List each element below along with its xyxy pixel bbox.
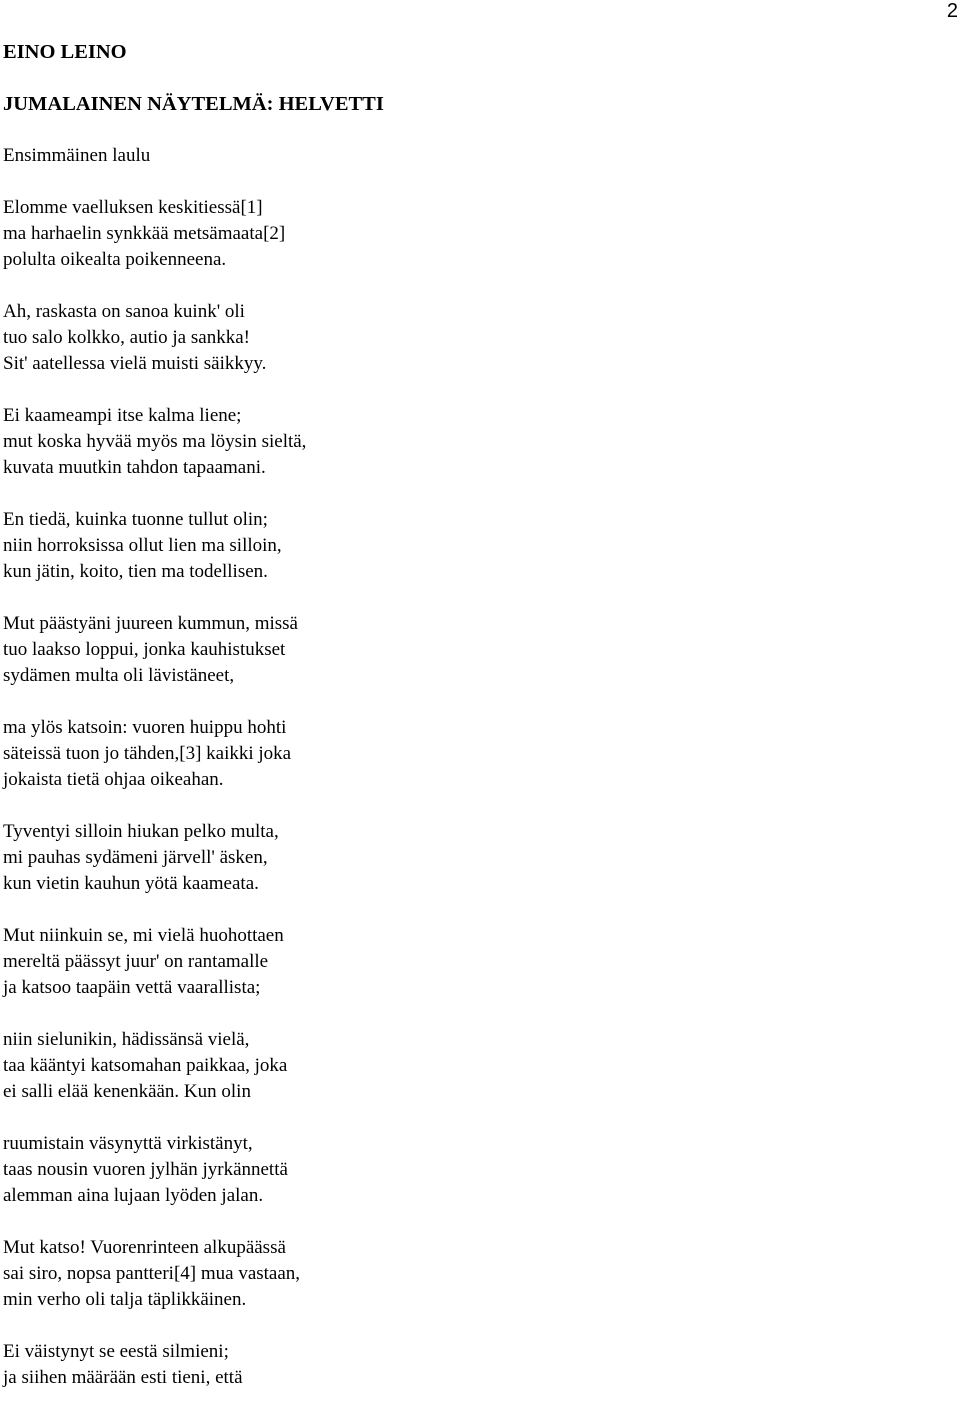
page-number: 2 bbox=[946, 0, 958, 22]
verse-line: ei salli elää kenenkään. Kun olin bbox=[3, 1081, 251, 1102]
verse-line: niin horroksissa ollut lien ma silloin, bbox=[3, 535, 282, 556]
verse-line: sydämen multa oli lävistäneet, bbox=[3, 665, 235, 686]
verse-line: kun jätin, koito, tien ma todellisen. bbox=[3, 561, 268, 582]
verse-line: tuo salo kolkko, autio ja sankka! bbox=[3, 327, 250, 348]
verse-line: Tyventyi silloin hiukan pelko multa, bbox=[3, 821, 279, 842]
stanza bbox=[3, 715, 903, 793]
stanza bbox=[3, 195, 903, 273]
verse-line: Ei väistynyt se eestä silmieni; bbox=[3, 1341, 229, 1362]
verse-line: kun vietin kauhun yötä kaameata. bbox=[3, 873, 259, 894]
stanza bbox=[3, 403, 903, 481]
stanza bbox=[3, 923, 903, 1001]
verse-line: min verho oli talja täplikkäinen. bbox=[3, 1289, 247, 1310]
poem-document bbox=[3, 39, 903, 1417]
stanza bbox=[3, 507, 903, 585]
verse-line: mi pauhas sydämeni järvell' äsken, bbox=[3, 847, 268, 868]
verse-line: kuvata muutkin tahdon tapaamani. bbox=[3, 457, 266, 478]
verse-line: ruumistain väsynyttä virkistänyt, bbox=[3, 1133, 253, 1154]
verse-line: jokaista tietä ohjaa oikeahan. bbox=[3, 769, 224, 790]
verse-line: säteissä tuon jo tähden,[3] kaikki joka bbox=[3, 743, 292, 764]
canto-heading: Ensimmäinen laulu bbox=[3, 145, 151, 166]
verse-line: Ah, raskasta on sanoa kuink' oli bbox=[3, 301, 245, 322]
verse-line: ja katsoo taapäin vettä vaarallista; bbox=[3, 977, 261, 998]
verse-line: tuo laakso loppui, jonka kauhistukset bbox=[3, 639, 286, 660]
verse-line: taa kääntyi katsomahan paikkaa, joka bbox=[3, 1055, 288, 1076]
verse-line: Elomme vaelluksen keskitiessä[1] bbox=[3, 197, 263, 218]
verse-line: Ei kaameampi itse kalma liene; bbox=[3, 405, 242, 426]
verse-line: Mut katso! Vuorenrinteen alkupäässä bbox=[3, 1237, 286, 1258]
verse-line: sai siro, nopsa pantteri[4] mua vastaan, bbox=[3, 1263, 301, 1284]
verse-line: Sit' aatellessa vielä muisti säikkyy. bbox=[3, 353, 267, 374]
verse-line: taas nousin vuoren jylhän jyrkännettä bbox=[3, 1159, 288, 1180]
verse-line: alemman aina lujaan lyöden jalan. bbox=[3, 1185, 264, 1206]
verse-line: ma ylös katsoin: vuoren huippu hohti bbox=[3, 717, 287, 738]
verse-line: En tiedä, kuinka tuonne tullut olin; bbox=[3, 509, 268, 530]
author-name: EINO LEINO bbox=[3, 41, 127, 63]
verse-line: Mut niinkuin se, mi vielä huohottaen bbox=[3, 925, 284, 946]
stanza bbox=[3, 299, 903, 377]
verse-line: polulta oikealta poikenneena. bbox=[3, 249, 227, 270]
verse-line: mereltä päässyt juur' on rantamalle bbox=[3, 951, 269, 972]
stanza-list bbox=[3, 195, 903, 1391]
verse-line: niin sielunikin, hädissänsä vielä, bbox=[3, 1029, 250, 1050]
stanza bbox=[3, 1235, 903, 1313]
verse-line: mut koska hyvää myös ma löysin sieltä, bbox=[3, 431, 307, 452]
verse-line: ma harhaelin synkkää metsämaata[2] bbox=[3, 223, 286, 244]
work-title: JUMALAINEN NÄYTELMÄ: HELVETTI bbox=[3, 93, 384, 115]
verse-line: Mut päästyäni juureen kummun, missä bbox=[3, 613, 298, 634]
verse-line: ja siihen määrään esti tieni, että bbox=[3, 1367, 243, 1388]
stanza bbox=[3, 1027, 903, 1105]
stanza bbox=[3, 1131, 903, 1209]
stanza bbox=[3, 1339, 903, 1391]
stanza bbox=[3, 819, 903, 897]
stanza bbox=[3, 611, 903, 689]
